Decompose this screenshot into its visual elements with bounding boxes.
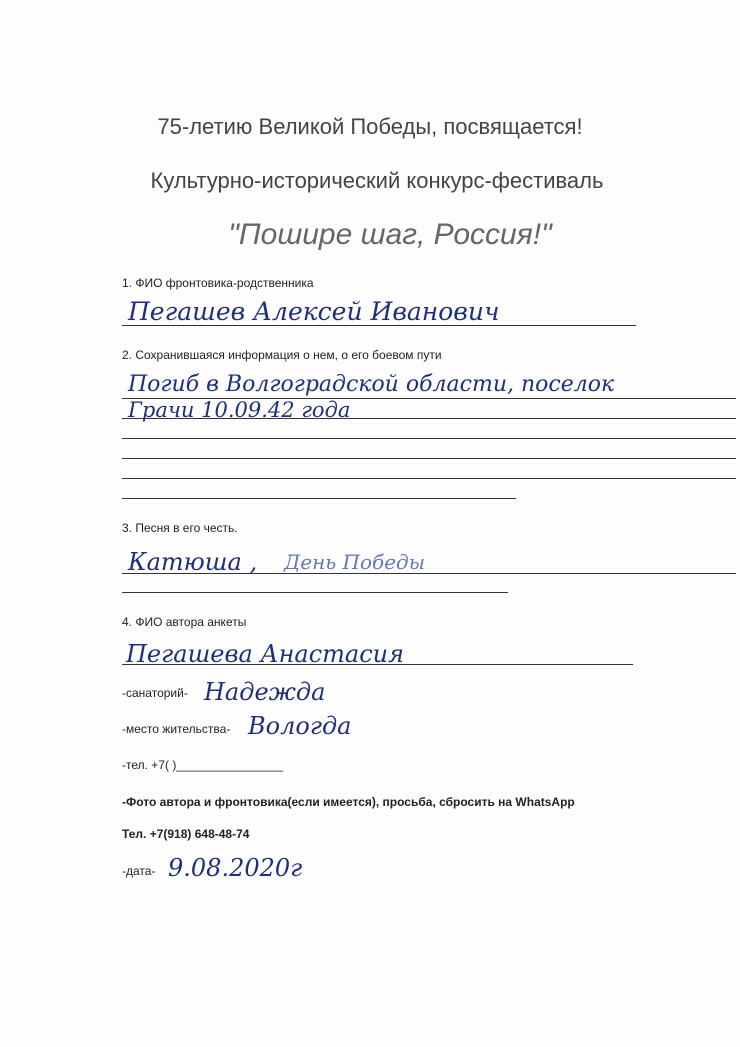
sanatorium-value: Надежда <box>204 678 326 706</box>
q3-rule-1 <box>122 573 736 574</box>
q1-label: 1. ФИО фронтовика-родственника <box>122 276 314 290</box>
q2-rule-3 <box>122 438 736 439</box>
q2-rule-4 <box>122 458 736 459</box>
festival-slogan: "Пошире шаг, Россия!" <box>228 218 552 251</box>
dedication-title: 75-летию Великой Победы, посвящается! <box>157 114 583 139</box>
q2-rule-6 <box>122 498 516 499</box>
q2-rule-2 <box>122 418 736 419</box>
q2-line2: Грачи 10.09.42 года <box>128 398 351 422</box>
sanatorium-label: -санаторий- <box>122 686 188 700</box>
q3-value-second: День Победы <box>284 550 426 574</box>
q1-value: Пегашев Алексей Иванович <box>128 297 500 326</box>
q3-rule-2 <box>122 592 508 593</box>
residence-value: Вологда <box>248 712 352 740</box>
q2-label: 2. Сохранившаяся информация о нем, о его боевом пути <box>122 348 442 362</box>
q2-line1: Погиб в Волгоградской области, поселок <box>128 372 615 397</box>
q4-line <box>122 664 633 665</box>
q3-label: 3. Песня в его честь. <box>122 521 238 535</box>
festival-title: Культурно-исторический конкурс-фестиваль <box>150 168 604 193</box>
q4-value: Пегашева Анастасия <box>126 640 405 668</box>
q1-line <box>122 325 636 326</box>
residence-label: -место жительства- <box>122 722 231 736</box>
q4-label: 4. ФИО автора анкеты <box>122 615 247 629</box>
photo-note: -Фото автора и фронтовика(если имеется), просьба, сбросить на WhatsApp <box>122 795 575 809</box>
date-value: 9.08.2020г <box>168 854 303 882</box>
q3-value-main: Катюша , <box>128 548 258 576</box>
phone-label: -тел. +7( )________________ <box>122 758 284 772</box>
q2-rule-5 <box>122 478 736 479</box>
date-label: -дата- <box>122 864 156 878</box>
contact-phone: Тел. +7(918) 648-48-74 <box>122 827 250 841</box>
